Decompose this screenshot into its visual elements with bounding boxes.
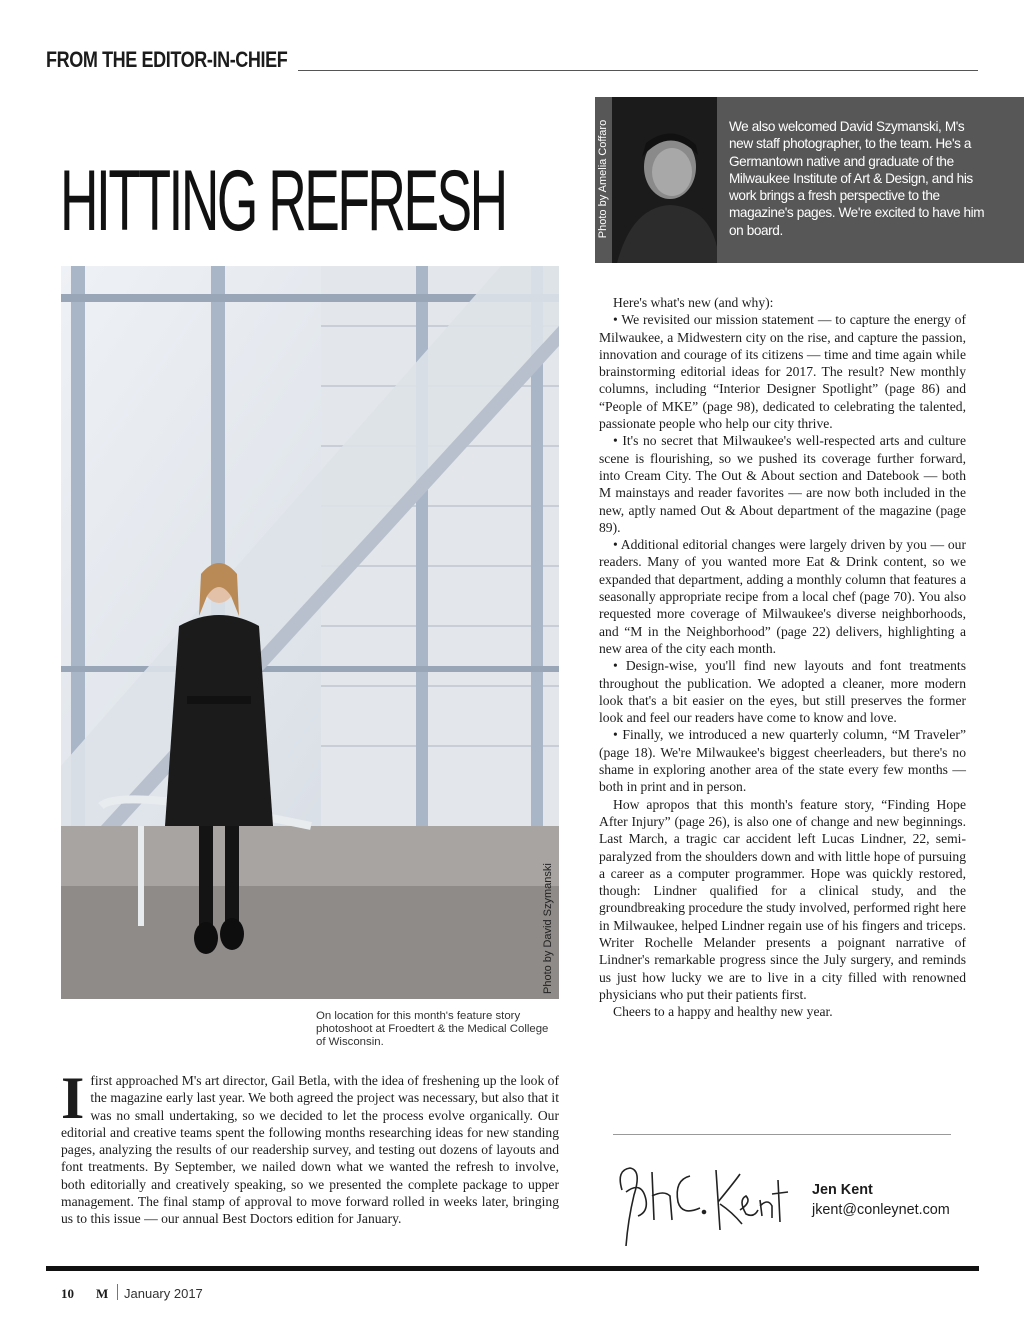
feature-photo-credit: Photo by David Szymanski <box>542 863 554 994</box>
footer-rule <box>46 1266 979 1271</box>
paragraph: • Design-wise, you'll find new layouts and font treatments throughout the publication. We adopted a cleaner, more modern look that's a bit easier on the eyes, but still preserves the former look and feel our readers have come to know and love. <box>599 658 966 726</box>
page-number: 10 <box>61 1286 74 1301</box>
paragraph: Here's what's new (and why): <box>613 295 774 310</box>
footer-separator <box>117 1284 118 1300</box>
dropcap: I <box>61 1065 85 1131</box>
handwritten-signature <box>612 1150 792 1255</box>
page-title: HITTING REFRESH <box>60 153 506 249</box>
paragraph: • Finally, we introduced a new quarterly column, “M Traveler” (page 18). We're Milwaukee's biggest cheerleaders, but there's no shame in exploring another area of the state every few months — both in print and in person. <box>599 727 966 795</box>
paragraph: • We revisited our mission statement — to capture the energy of Milwaukee, a Midwestern city on the rise, and capture the passion, innovation and courage of its citizens — time and time again while brainstorming editorial ideas for 2017. The result? New monthly columns, including “Interior Designer Spotlight” (page 86) and “People of MKE” (page 98), dedicated to celebrating the talented, passionate people who help our city thrive. <box>599 312 966 432</box>
body-column <box>599 294 966 1020</box>
paragraph: • It's no secret that Milwaukee's well-respected arts and culture scene is flourishing, so we pushed its coverage further forward, into Cream City. The Out & About section and Datebook — both M mainstays and reader favorites — are now both included in the new, aptly named Out & About department of the magazine (page 89). <box>599 433 966 535</box>
intro-paragraph <box>61 1065 559 1228</box>
signature-divider <box>613 1134 951 1135</box>
header-divider <box>298 70 978 71</box>
intro-text: first approached M's art director, Gail Betla, with the idea of freshening up the look of the magazine early last year. We both agreed the project was necessary, but also that it was no small undertaking, so we decided to let the process evolve organically. Our editorial and creative teams spent the following months researching ideas for new standing pages, analyzing the results of our readership survey, and testing out dozens of layouts and font treatments. By September, we nailed down what we wanted the refresh to involve, both editorially and creatively speaking, so we presented the complete package to upper management. The final stamp of approval to move forward rolled in weeks later, bringing us to this issue — our annual Best Doctors edition for January. <box>61 1073 559 1227</box>
paragraph: • Additional editorial changes were largely driven by you — our readers. Many of you wanted more Eat & Drink content, so we expanded that department, adding a monthly column that features a seasonally appropriate recipe from a local chef (page 70). You also requested more coverage of Milwaukee's diverse neighborhoods, and “M in the Neighborhood” (page 22) delivers, highlighting a new area of the city each month. <box>599 537 966 656</box>
paragraph: How apropos that this month's feature story, “Finding Hope After Injury” (page 26), is also one of change and new beginnings. Last March, a tragic car accident left Lucas Lindner, 22, semi-paralyzed from the shoulders down and with little hope of pursuing a career as a computer programmer. Hope was quickly restored, though: Lindner qualified for a clinical study, and the groundbreaking procedure the study involved, performed right here in Milwaukee, helped Lindner regain use of his fingers and triceps. Writer Rochelle Melander presents a poignant narrative of Lindner's remarkable progress since the July surgery, and reminds us just how lucky we are to live in a city filled with renowned physicians who put their patients first. <box>599 796 966 1002</box>
author-name: Jen Kent <box>812 1182 873 1198</box>
sidebar-text: We also welcomed David Szymanski, M's new staff photographer, to the team. He's a Germantown native and graduate of the Milwaukee Institute of Art & Design, and his work brings a fresh perspective to the magazine's pages. We're excited to have him on board. <box>729 119 985 238</box>
issue-date: January 2017 <box>124 1286 203 1301</box>
photographer-portrait <box>612 97 717 263</box>
section-label: FROM THE EDITOR-IN-CHIEF <box>46 47 288 72</box>
paragraph: Cheers to a happy and healthy new year. <box>613 1004 833 1020</box>
sidebar-photo-credit: Photo by Amelia Coffaro <box>597 119 609 239</box>
author-email[interactable]: jkent@conleynet.com <box>812 1202 950 1218</box>
feature-photo <box>61 266 559 999</box>
magazine-logo: M <box>96 1286 109 1301</box>
photo-caption: On location for this month's feature story photoshoot at Froedtert & the Medical College of Wisconsin. <box>316 1010 549 1048</box>
